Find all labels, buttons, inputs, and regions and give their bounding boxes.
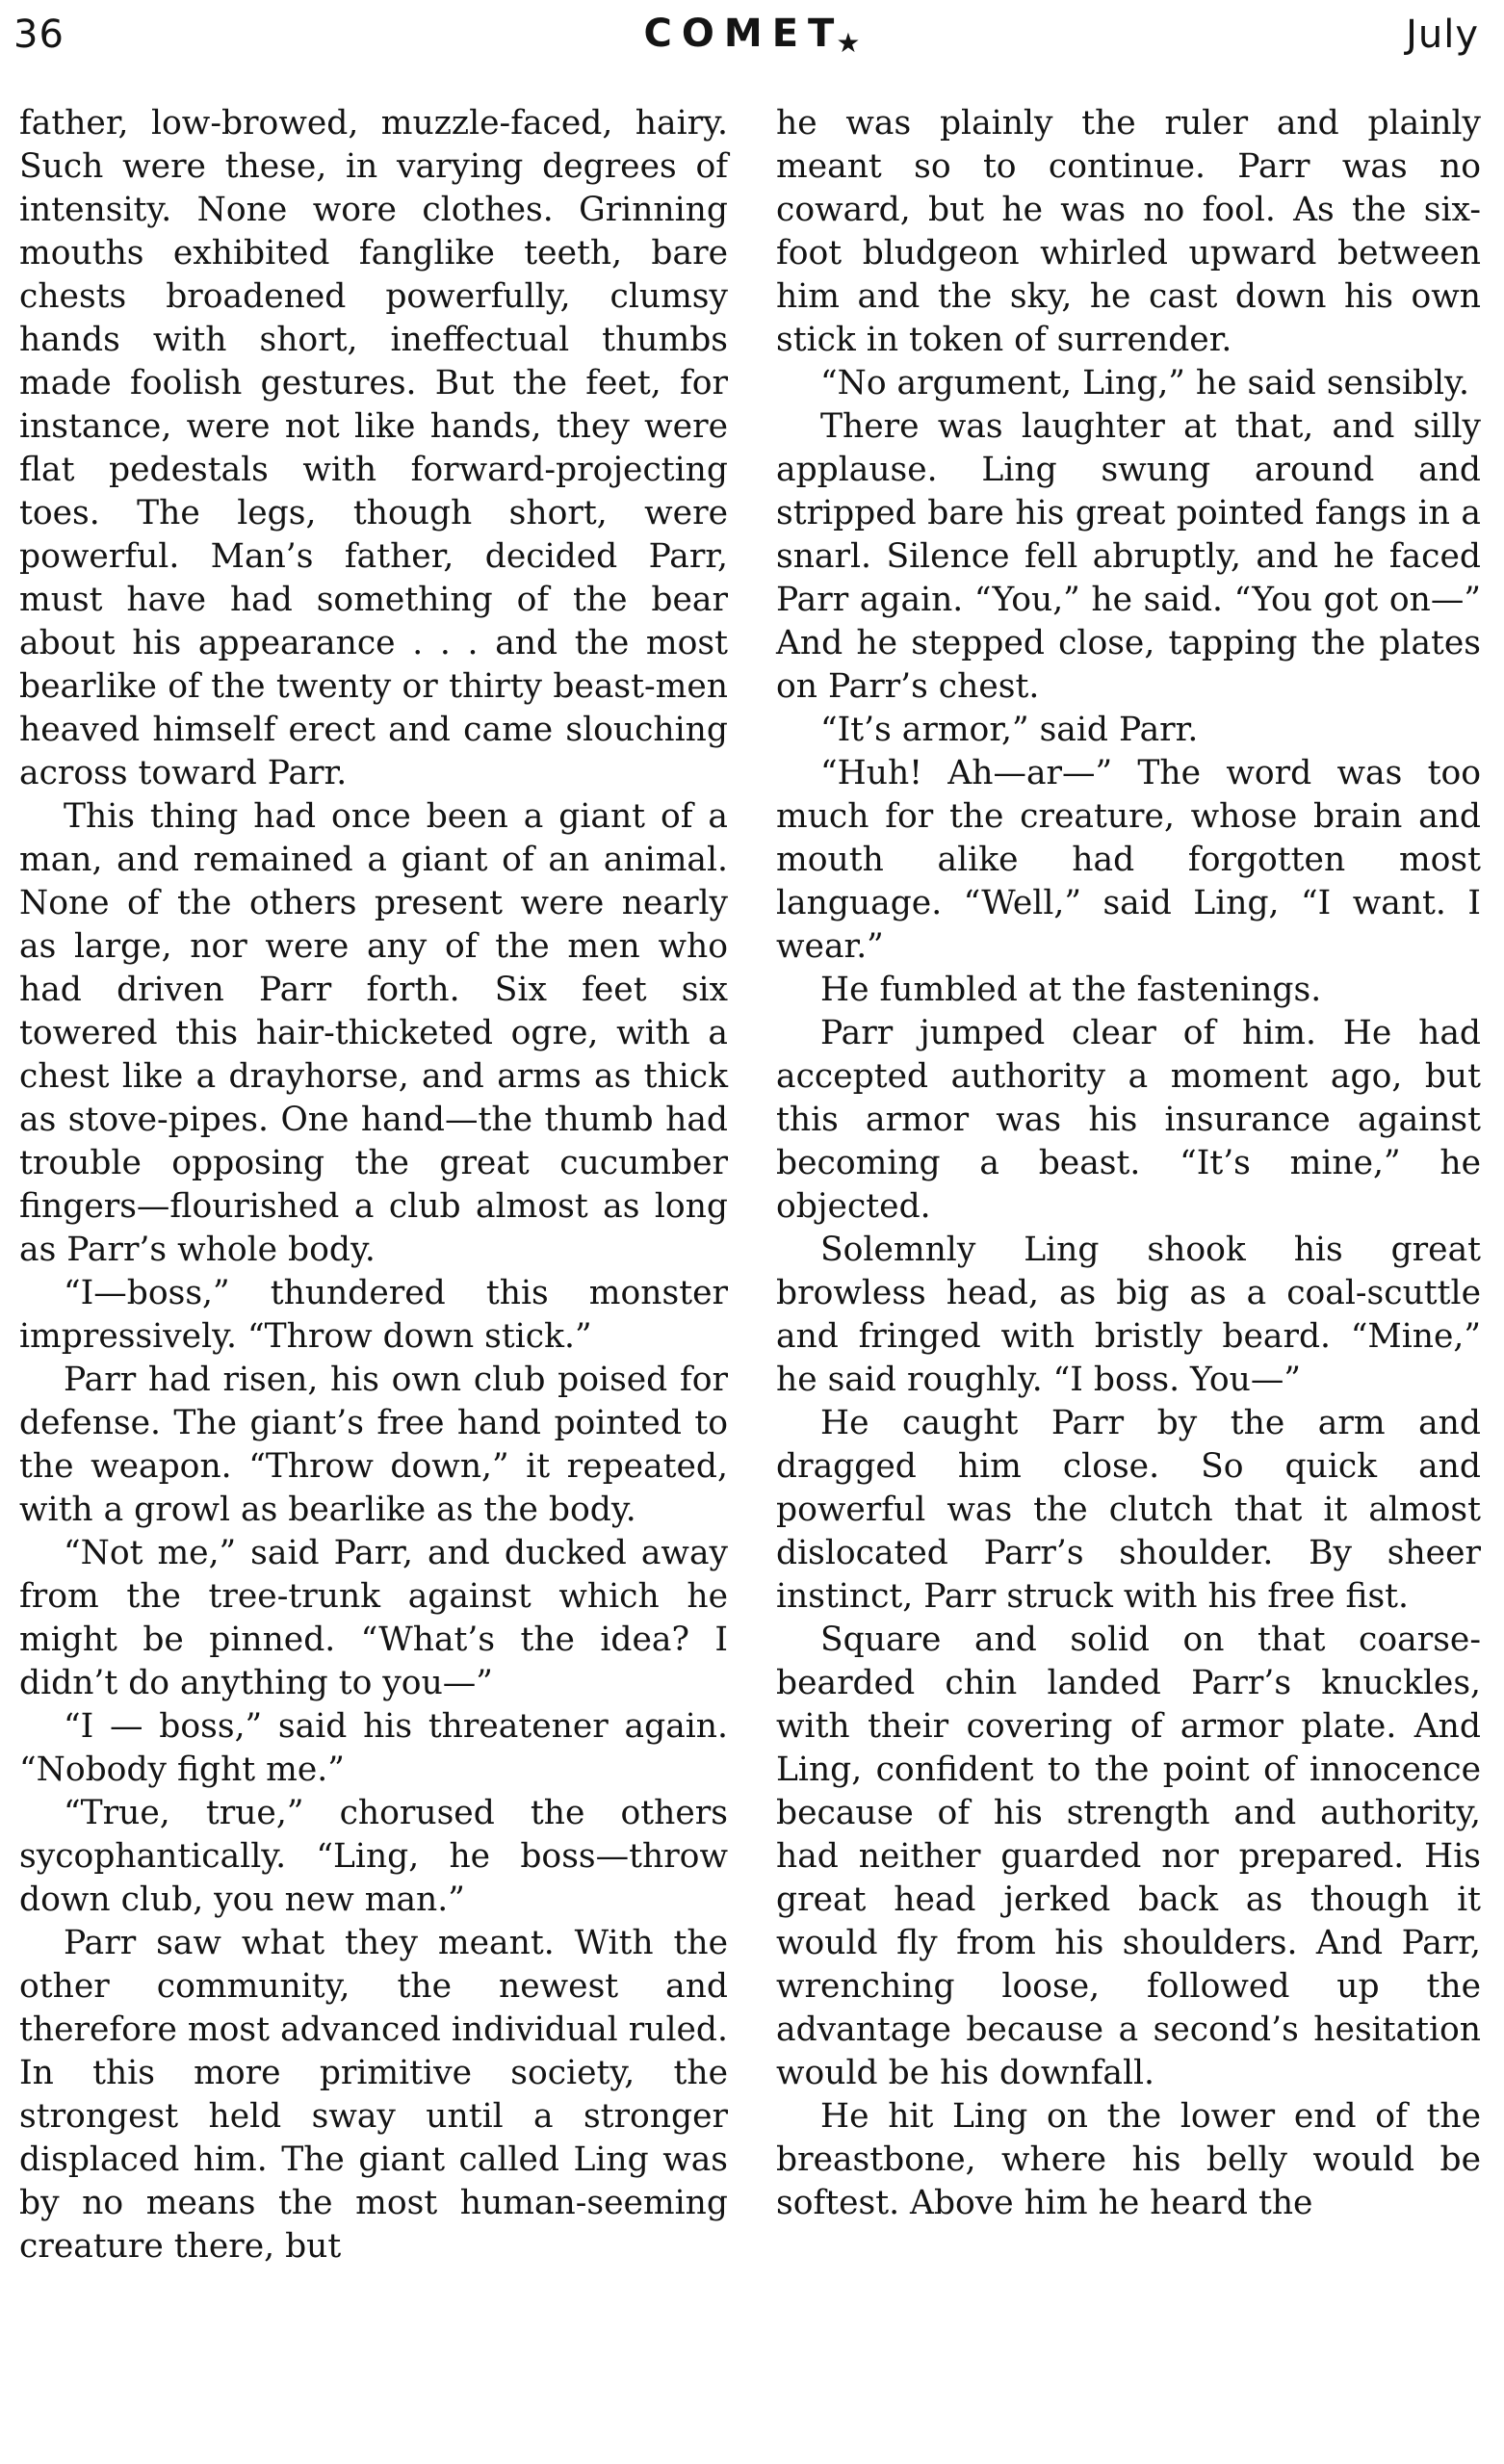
star-icon: ★ <box>836 27 861 59</box>
paragraph: father, low-browed, muzzle-faced, hairy. Such were these, in varying degrees of intensity. None wore clothes. Grinning mouths exhibited fanglike teeth, bare chests broadened powerfully, clumsy hands with short, ineffectual thumbs made foolish gestures. But the feet, for instance, were not like hands, they were flat pedestals with forward-projecting toes. The legs, though short, were powerful. Man’s father, decided Parr, must have had something of the bear about his appearance . . . and the most bearlike of the twenty or thirty beast-men heaved himself erect and came slouching across toward Parr. <box>19 104 728 792</box>
paragraph: “I — boss,” said his threatener again. “Nobody fight me.” <box>19 1707 728 1789</box>
paragraph: This thing had once been a giant of a man, and remained a giant of an animal. None of the others present were nearly as large, nor were any of the men who had driven Parr forth. Six feet six towered this hair-thicketed ogre, with a chest like a drayhorse, and arms as thick as stove-pipes. One hand—the thumb had trouble opposing the great cucumber fingers—flourished a club almost as long as Parr’s whole body. <box>19 797 728 1269</box>
paragraph: “It’s armor,” said Parr. <box>820 711 1199 749</box>
paragraph: he was plainly the ruler and plainly meant so to continue. Parr was no coward, but he was no fool. As the six-foot bludgeon whirled upward between him and the sky, he cast down his own stick in token of surrender. <box>776 104 1481 359</box>
paragraph: “I—boss,” thundered this monster impressively. “Throw down stick.” <box>19 1274 728 1356</box>
left-column <box>19 102 728 2269</box>
right-column <box>776 102 1481 2225</box>
magazine-name: COMET <box>643 12 844 56</box>
paragraph: Parr saw what they meant. With the other community, the newest and therefore most advanced individual ruled. In this more primitive society, the strongest held sway until a stronger displaced him. The giant called Ling was by no means the most human-seeming creature there, but <box>19 1924 728 2266</box>
paragraph: Parr jumped clear of him. He had accepted authority a moment ago, but this armor was his insurance against becoming a beast. “It’s mine,” he objected. <box>776 1014 1481 1226</box>
paragraph: “No argument, Ling,” he said sensibly. <box>820 364 1469 402</box>
paragraph: “Huh! Ah—ar—” The word was too much for the creature, whose brain and mouth alike had forgotten most language. “Well,” said Ling, “I want. I wear.” <box>776 754 1481 966</box>
paragraph: Parr had risen, his own club poised for defense. The giant’s free hand pointed to the weapon. “Throw down,” it repeated, with a growl as bearlike as the body. <box>19 1361 728 1529</box>
paragraph: There was laughter at that, and silly applause. Ling swung around and stripped bare his great pointed fangs in a snarl. Silence fell abruptly, and he faced Parr again. “You,” he said. “You got on—” And he stepped close, tapping the plates on Parr’s chest. <box>776 407 1481 706</box>
running-head <box>0 0 1504 77</box>
issue-month: July <box>1406 13 1479 57</box>
paragraph: He fumbled at the fastenings. <box>820 971 1322 1009</box>
paragraph: “Not me,” said Parr, and ducked away from the tree-trunk against which he might be pinned. “What’s the idea? I didn’t do anything to you—” <box>19 1534 728 1702</box>
magazine-title <box>0 10 1504 67</box>
paragraph: He hit Ling on the lower end of the breastbone, where his belly would be softest. Above him he heard the <box>776 2097 1481 2222</box>
paragraph: “True, true,” chorused the others sycophantically. “Ling, he boss—throw down club, you new man.” <box>19 1794 728 1919</box>
paragraph: Square and solid on that coarse-bearded chin landed Parr’s knuckles, with their covering of armor plate. And Ling, confident to the point of innocence because of his strength and authority, had neither guarded nor prepared. His great head jerked back as though it would fly from his shoulders. And Parr, wrenching loose, followed up the advantage because a second’s hesitation would be his downfall. <box>776 1621 1481 2092</box>
paragraph: He caught Parr by the arm and dragged him close. So quick and powerful was the clutch that it almost dislocated Parr’s shoulder. By sheer instinct, Parr struck with his free fist. <box>776 1404 1481 1616</box>
paragraph: Solemnly Ling shook his great browless head, as big as a coal-scuttle and fringed with bristly beard. “Mine,” he said roughly. “I boss. You—” <box>776 1231 1481 1399</box>
page-number: 36 <box>13 13 65 57</box>
